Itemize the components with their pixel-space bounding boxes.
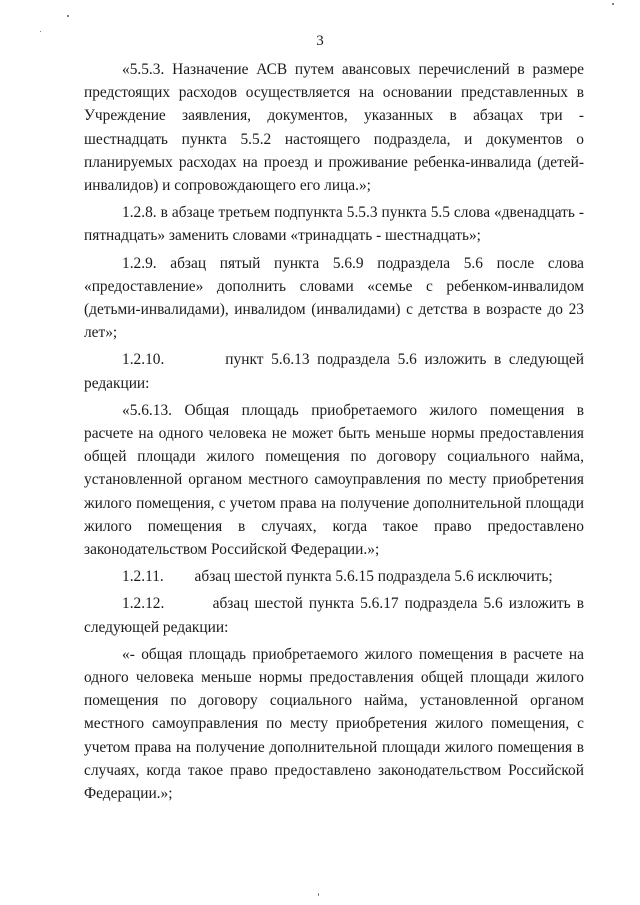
paragraph-1-2-11: 1.2.11. абзац шестой пункта 5.6.15 подраздела 5.6 исключить; [122,568,553,586]
scan-speck [318,893,319,896]
document-body [84,58,588,809]
paragraph-5-6-13: «5.6.13. Общая площадь приобретаемого жилого помещения в расчете на одного человека не может быть меньше нормы предоставления общей площади жилого помещения по договору социального найма, установленной органом местного самоуправления по месту приобретения жилого помещения, с учетом права на получение дополнительной площади жилого помещения в случаях, когда такое право предоставлено законодательством Российской Федерации.»; [84,401,584,559]
scan-speck [612,3,614,5]
scan-speck [67,15,69,17]
paragraph-1-2-9: 1.2.9. абзац пятый пункта 5.6.9 подраздела 5.6 после слова «предоставление» дополнить словами «семье с ребенком-инвалидом (детьми-инвалидами), инвалидом (инвалидами) с детства в возрасте до 23 лет»; [84,254,584,342]
page-number: 3 [316,33,324,49]
scan-speck [40,31,41,32]
paragraph-1-2-12: 1.2.12. абзац шестой пункта 5.6.17 подраздела 5.6 изложить в следующей редакции: [84,595,588,636]
paragraph-quoted-area: «- общая площадь приобретаемого жилого помещения в расчете на одного человека меньше нормы предоставления общей площади жилого помещения по договору социального найма, установленной органом местного самоуправления по месту приобретения жилого помещения, с учетом права на получение дополнительной площади жилого помещения в случаях, когда такое право предоставлено законодательством Российской Федерации.»; [84,645,584,803]
paragraph-1-2-8: 1.2.8. в абзаце третьем подпункта 5.5.3 пункта 5.5 слова «двенадцать - пятнадцать» заменить словами «тринадцать - шестнадцать»; [84,204,584,245]
paragraph-1-2-10: 1.2.10. пункт 5.6.13 подраздела 5.6 изложить в следующей редакции: [84,351,588,392]
paragraph-5-5-3: «5.5.3. Назначение АСВ путем авансовых перечислений в размере предстоящих расходов осуществляется на основании представленных в Учреждение заявления, документов, указанных в абзацах три - шестнадцать пункта 5.5.2 настоящего подраздела, и документов о планируемых расходах на проезд и проживание ребенка-инвалида (детей-инвалидов) и сопровождающего его лица.»; [84,61,584,195]
